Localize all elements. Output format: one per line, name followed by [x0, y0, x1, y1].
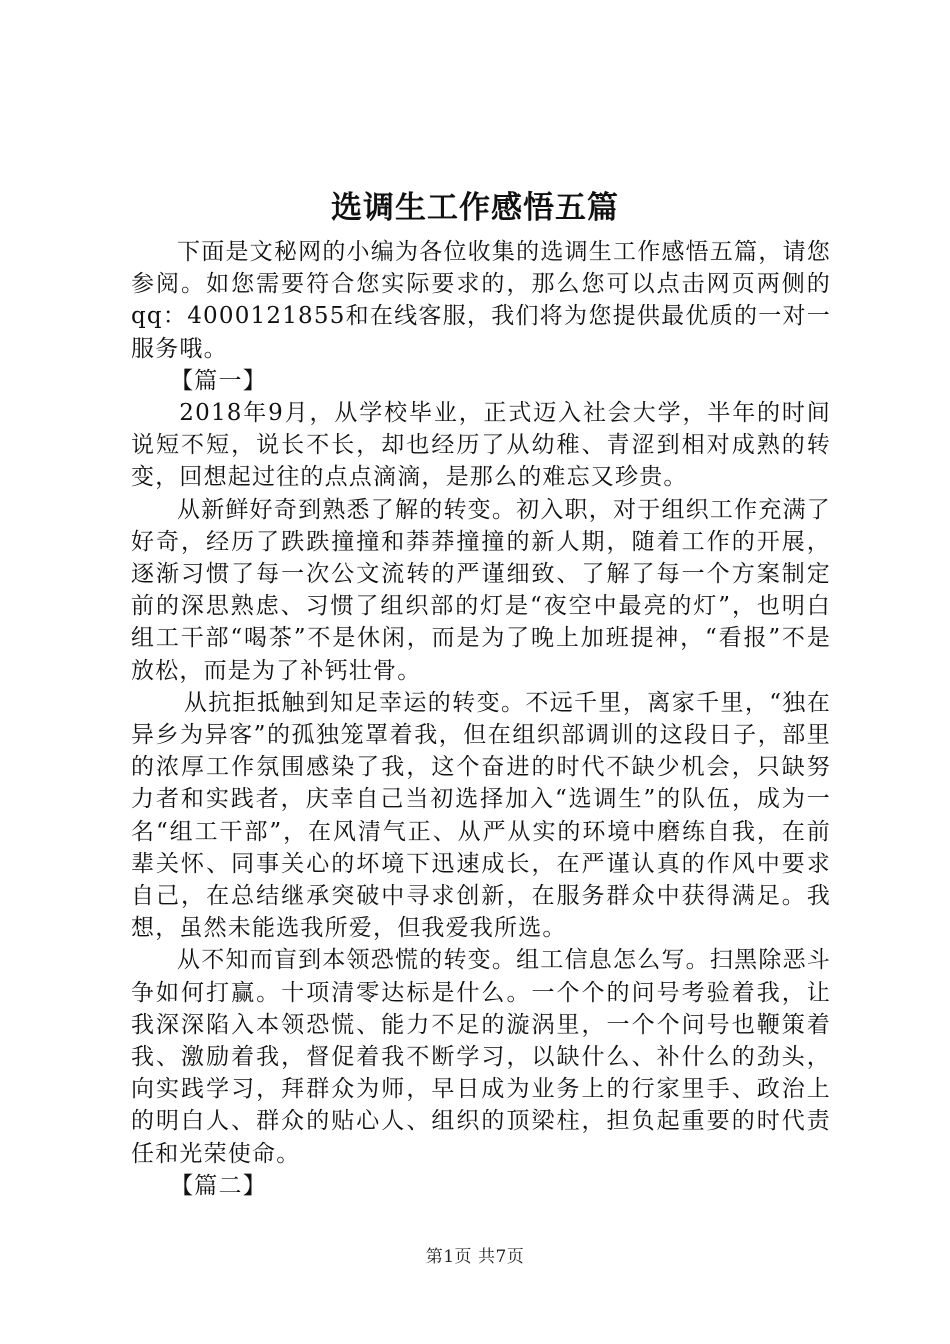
section-heading-1: 【篇一】 — [170, 367, 267, 394]
document-title: 选调生工作感悟五篇 — [331, 190, 619, 226]
intro-paragraph: 下面是文秘网的小编为各位收集的选调生工作感悟五篇，请您参阅。如您需要符合您实际要求的，那么您可以点击网页两侧的qq：4000121855和在线客服，我们将为您提供最优质的一对一服务哦。 — [131, 239, 831, 362]
page-number-footer: 第1页 共7页 — [425, 1247, 525, 1267]
document-body — [131, 236, 831, 1202]
body-paragraph-4: 从不知而盲到本领恐慌的转变。组工信息怎么写。扫黑除恶斗争如何打赢。十项清零达标是什么。一个个的问号考验着我，让我深深陷入本领恐慌、能力不足的漩涡里，一个个问号也鞭策着我、激励着我，督促着我不断学习，以缺什么、补什么的劲头，向实践学习，拜群众为师，早日成为业务上的行家里手、政治上的明白人、群众的贴心人、组织的顶梁柱，担负起重要的时代责任和光荣使命。 — [131, 947, 831, 1167]
section-heading-2: 【篇二】 — [170, 1172, 267, 1199]
body-paragraph-1: 2018年9月，从学校毕业，正式迈入社会大学，半年的时间说短不短，说长不长，却也经历了从幼稚、青涩到相对成熟的转变，回想起过往的点点滴滴，是那么的难忘又珍贵。 — [131, 400, 831, 491]
body-paragraph-2: 从新鲜好奇到熟悉了解的转变。初入职，对于组织工作充满了好奇，经历了跌跌撞撞和莽莽撞撞的新人期，随着工作的开展，逐渐习惯了每一次公文流转的严谨细致、了解了每一个方案制定前的深思熟虑、习惯了组织部的灯是“夜空中最亮的灯”，也明白组工干部“喝茶”不是休闲，而是为了晚上加班提神，“看报”不是放松，而是为了补钙壮骨。 — [131, 496, 831, 684]
body-paragraph-3: 从抗拒抵触到知足幸运的转变。不远千里，离家千里，“独在异乡为异客”的孤独笼罩着我，但在组织部调训的这段日子，部里的浓厚工作氛围感染了我，这个奋进的时代不缺少机会，只缺努力者和实践者，庆幸自己当初选择加入“选调生”的队伍，成为一名“组工干部”，在风清气正、从严从实的环境中磨练自我，在前辈关怀、同事关心的坏境下迅速成长，在严谨认真的作风中要求自己，在总结继承突破中寻求创新，在服务群众中获得满足。我想，虽然未能选我所爱，但我爱我所选。 — [131, 689, 831, 942]
